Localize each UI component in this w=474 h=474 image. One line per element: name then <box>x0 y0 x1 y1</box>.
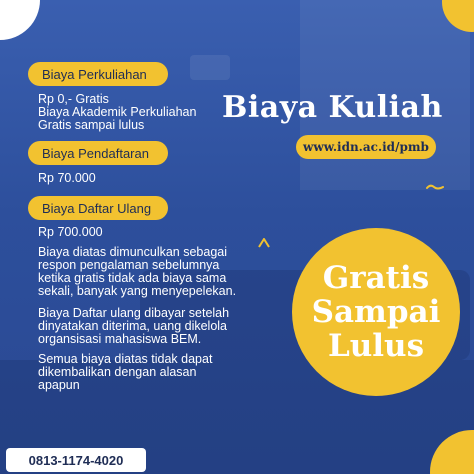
gratis-badge <box>292 228 460 396</box>
perkuliahan-line: Biaya Akademik Perkuliahan <box>38 105 197 119</box>
note-line: sekali, banyak yang menyepelekan. <box>38 284 237 298</box>
phone-number[interactable]: 0813-1174-4020 <box>6 448 146 472</box>
note-line: dinyatakan diterima, uang dikelola <box>38 319 228 333</box>
perkuliahan-line: Rp 0,- Gratis <box>38 92 109 106</box>
note-line: organsisasi mahasiswa BEM. <box>38 332 202 346</box>
note-line: dikembalikan dengan alasan <box>38 365 197 379</box>
note-paragraph-1 <box>38 246 268 298</box>
badge-line: Lulus <box>327 328 425 364</box>
note-line: Semua biaya diatas tidak dapat <box>38 352 213 366</box>
biaya-pendaftaran-value: Rp 70.000 <box>38 171 96 185</box>
biaya-perkuliahan-label: Biaya Perkuliahan <box>28 62 168 86</box>
badge-line: Sampai <box>311 294 441 330</box>
biaya-pendaftaran-label: Biaya Pendaftaran <box>28 141 168 165</box>
note-line: Biaya diatas dimunculkan sebagai <box>38 245 228 259</box>
corner-circle-top-left <box>0 0 40 40</box>
website-url[interactable]: www.idn.ac.id/pmb <box>296 135 436 159</box>
triangle-icon <box>258 238 270 248</box>
page-title: Biaya Kuliah <box>222 90 443 125</box>
biaya-daftar-ulang-label: Biaya Daftar Ulang <box>28 196 168 220</box>
note-paragraph-2 <box>38 307 268 346</box>
note-line: respon pengalaman sebelumnya <box>38 258 220 272</box>
note-line: ketika gratis tidak ada biaya sama <box>38 271 227 285</box>
biaya-daftar-ulang-value: Rp 700.000 <box>38 225 103 239</box>
note-line: apapun <box>38 378 80 392</box>
biaya-perkuliahan-details <box>38 93 196 132</box>
perkuliahan-line: Gratis sampai lulus <box>38 118 145 132</box>
note-paragraph-3 <box>38 353 258 392</box>
note-line: Biaya Daftar ulang dibayar setelah <box>38 306 230 320</box>
wave-icon <box>426 183 444 191</box>
badge-line: Gratis <box>322 260 430 296</box>
background-lamp <box>190 55 230 80</box>
